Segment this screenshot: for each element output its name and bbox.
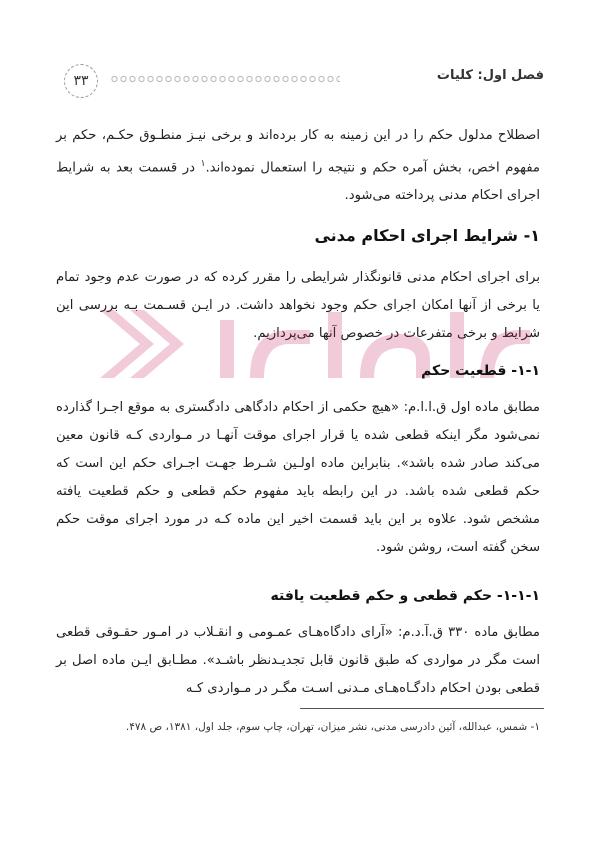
- decorative-dots: [110, 74, 340, 86]
- paragraph-article-330: مطابق ماده ۳۳۰ ق.آ.د.م: «آرای دادگاه‌هـای عمـومی و انقـلاب در امـور حقـوقی قطعی است مگر در مواردی که طبق قانون قابل تجدیـدنظر باشـد». مطـابق ایـن ماده اصل بر قطعی بودن احکام دادگـاه‌هـای مـدنی اسـت مگـر در مـواردی کـه: [56, 625, 540, 696]
- paragraph-intro: [56, 122, 540, 210]
- page-header: [60, 62, 544, 102]
- paragraph-intro-start: اصطلاح مدلول حکم را در این زمینه به کار برده‌اند و برخی نیـز منطـوق حکـم، حکم بر مفهوم اخص، بخش آمره حکم و نتیجه را استعمال نموده‌اند.: [56, 128, 540, 176]
- section-heading: ۱- شرایط اجرای احکام مدنی: [314, 226, 540, 245]
- footnote-reference: ۱: [200, 159, 206, 169]
- footnote-divider: [300, 708, 544, 709]
- paragraph-intro-end: در قسمت بعد به شرایط اجرای احکام مدنی پرداخته می‌شود.: [56, 160, 540, 204]
- subsection-heading: ۱-۱- قطعیت حکم: [421, 363, 540, 379]
- subsubsection-heading: ۱-۱-۱- حکم قطعی و حکم قطعیت یافته: [270, 588, 540, 604]
- page-number: ۳۳: [64, 64, 98, 98]
- chapter-title: فصل اول: کلیات: [436, 68, 544, 83]
- footnote: ۱- شمس، عبدالله، آئین دادرسی مدنی، نشر میزان، تهران، چاپ سوم، جلد اول، ۱۳۸۱، ص ۴۷۸.: [125, 721, 540, 733]
- paragraph-conditions: برای اجرای احکام مدنی قانونگذار شرایطی را مقرر کرده که در صورت عدم وجود تمام یا برخی از آنها امکان اجرای حکم وجود نخواهد داشت. در ایـن قسـمت بـه بررسی این شرایط و برخی متفرعات در خصوص آنها می‌پردازیم.: [56, 270, 540, 341]
- paragraph-finality: مطابق ماده اول ق.ا.ا.م: «هیچ حکمی از احکام دادگاهی دادگستری به موقع اجـرا گذارده نمی‌شود مگر اینکه قطعی شده یا قرار اجرای موقت آنهـا در مـواردی کـه قانون معین می‌کند صادر شده باشد». بنابراین ماده اولـین شـرط جهـت اجـرای حکم این است که حکم قطعی شده باشد. در این رابطه باید مفهوم حکم قطعی و حکم قطعیت یافته مشخص شود. علاوه بر این باید قسمت اخیر این ماده کـه در مورد اجرای موقت حکم سخن گفته است، روشن شود.: [56, 400, 540, 555]
